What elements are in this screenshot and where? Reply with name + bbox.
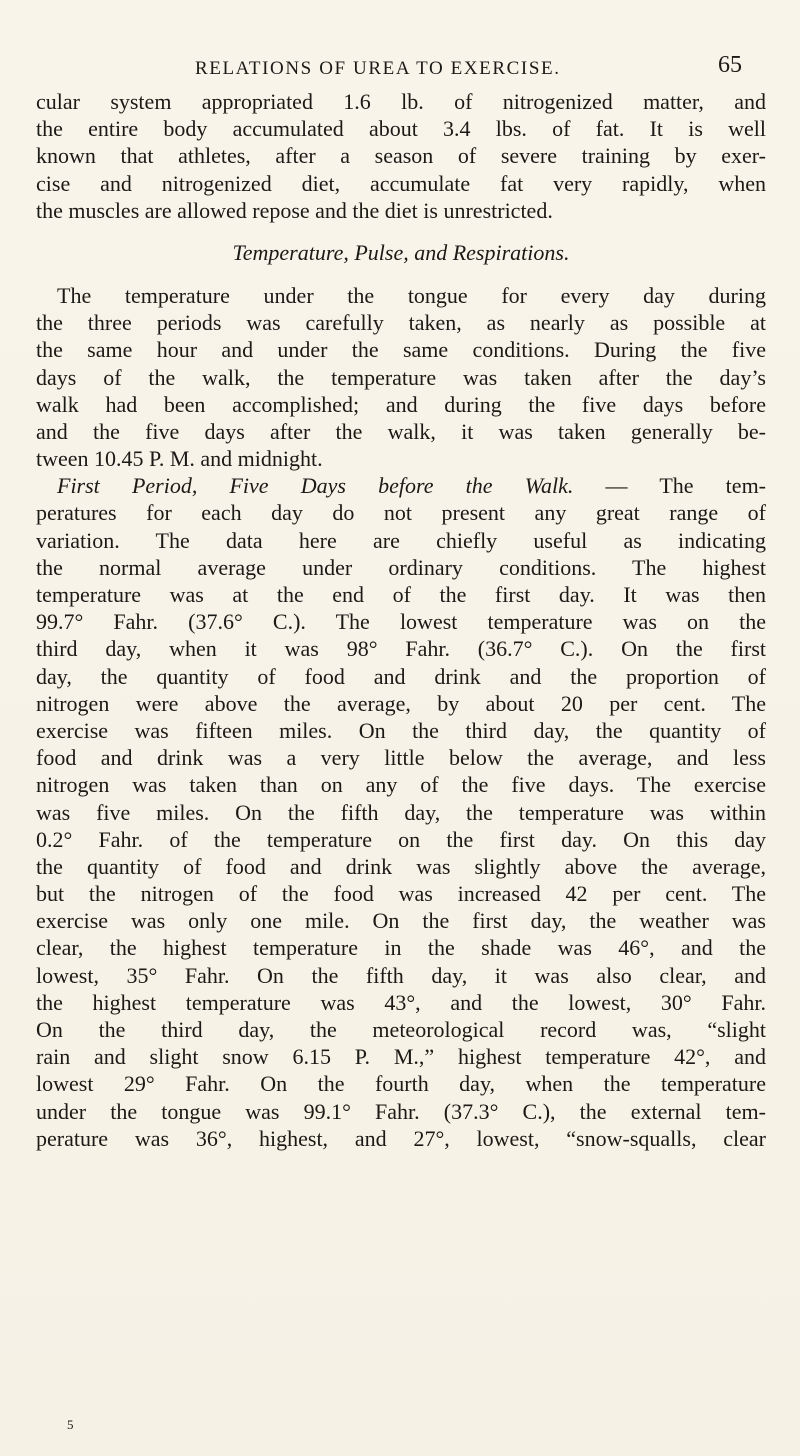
paragraph-line: walk had been accomplished; and during the five days before [36,391,766,417]
paragraph-line: temperature was at the end of the first day. It was then [36,582,766,607]
paragraph-line: The temperature under the tongue for every day during [57,282,766,308]
paragraph-line: but the nitrogen of the food was increased 42 per cent. The [36,881,766,907]
paragraph-line: cular system appropriated 1.6 lb. of nitrogenized matter, and [36,89,766,114]
paragraph-line: exercise was fifteen miles. On the third day, the quantity of [36,717,766,743]
paragraph-line: lowest, 35° Fahr. On the fifth day, it was also clear, and [36,962,766,988]
paragraph-line: tween 10.45 P. M. and midnight. [36,446,323,472]
paragraph-line: nitrogen was taken than on any of the five days. The exercise [36,772,766,798]
subheading-continuation: — The tem- [573,473,766,499]
paragraph-line: the same hour and under the same conditions. During the five [36,337,766,363]
paragraph-line: food and drink was a very little below the average, and less [36,745,766,771]
subheading-line [36,472,766,499]
paragraph-line: the muscles are allowed repose and the diet is unrestricted. [36,197,553,223]
paragraph-line: and the five days after the walk, it was taken generally be- [36,418,766,444]
paragraph-line: clear, the highest temperature in the shade was 46°, and the [36,935,766,961]
paragraph-line: under the tongue was 99.1° Fahr. (37.3° C.), the external tem- [36,1098,766,1124]
paragraph-line: the quantity of food and drink was slightly above the average, [36,853,766,879]
paragraph-line: was five miles. On the fifth day, the temperature was within [36,799,766,825]
signature-mark: 5 [67,1417,74,1432]
paragraph-line: peratures for each day do not present any great range of [36,500,766,526]
running-title: RELATIONS OF UREA TO EXERCISE. [195,58,561,79]
paragraph-line: perature was 36°, highest, and 27°, lowest, “snow-squalls, clear [36,1125,766,1151]
paragraph-line: known that athletes, after a season of severe training by exer- [36,143,766,169]
paragraph-line: rain and slight snow 6.15 P. M.,” highest temperature 42°, and [36,1044,766,1070]
page-body [36,88,766,1152]
paragraph-line: lowest 29° Fahr. On the fourth day, when the temperature [36,1071,766,1097]
paragraph-line: the three periods was carefully taken, as nearly as possible at [36,310,766,336]
paragraph-line: 99.7° Fahr. (37.6° C.). The lowest temperature was on the [36,609,766,635]
paragraph-line: day, the quantity of food and drink and the proportion of [36,663,766,689]
paragraph-line: the entire body accumulated about 3.4 lbs. of fat. It is well [36,116,766,142]
paragraph-line: 0.2° Fahr. of the temperature on the first day. On this day [36,826,766,852]
paragraph-line: nitrogen were above the average, by about 20 per cent. The [36,690,766,716]
paragraph-line: exercise was only one mile. On the first day, the weather was [36,908,766,934]
paragraph-line: cise and nitrogenized diet, accumulate fat very rapidly, when [36,170,766,196]
paragraph-line: On the third day, the meteorological record was, “slight [36,1017,766,1042]
running-head [195,52,770,84]
paragraph-line: the highest temperature was 43°, and the lowest, 30° Fahr. [36,989,766,1015]
section-heading: Temperature, Pulse, and Respirations. [232,239,570,265]
paragraph-line: third day, when it was 98° Fahr. (36.7° C.). On the first [36,636,766,662]
subheading: First Period, Five Days before the Walk. [57,473,574,499]
paragraph-line: days of the walk, the temperature was taken after the day’s [36,364,766,390]
paragraph-line: the normal average under ordinary conditions. The highest [36,554,766,580]
paragraph-line: variation. The data here are chiefly useful as indicating [36,527,766,553]
page-number: 65 [718,52,742,78]
